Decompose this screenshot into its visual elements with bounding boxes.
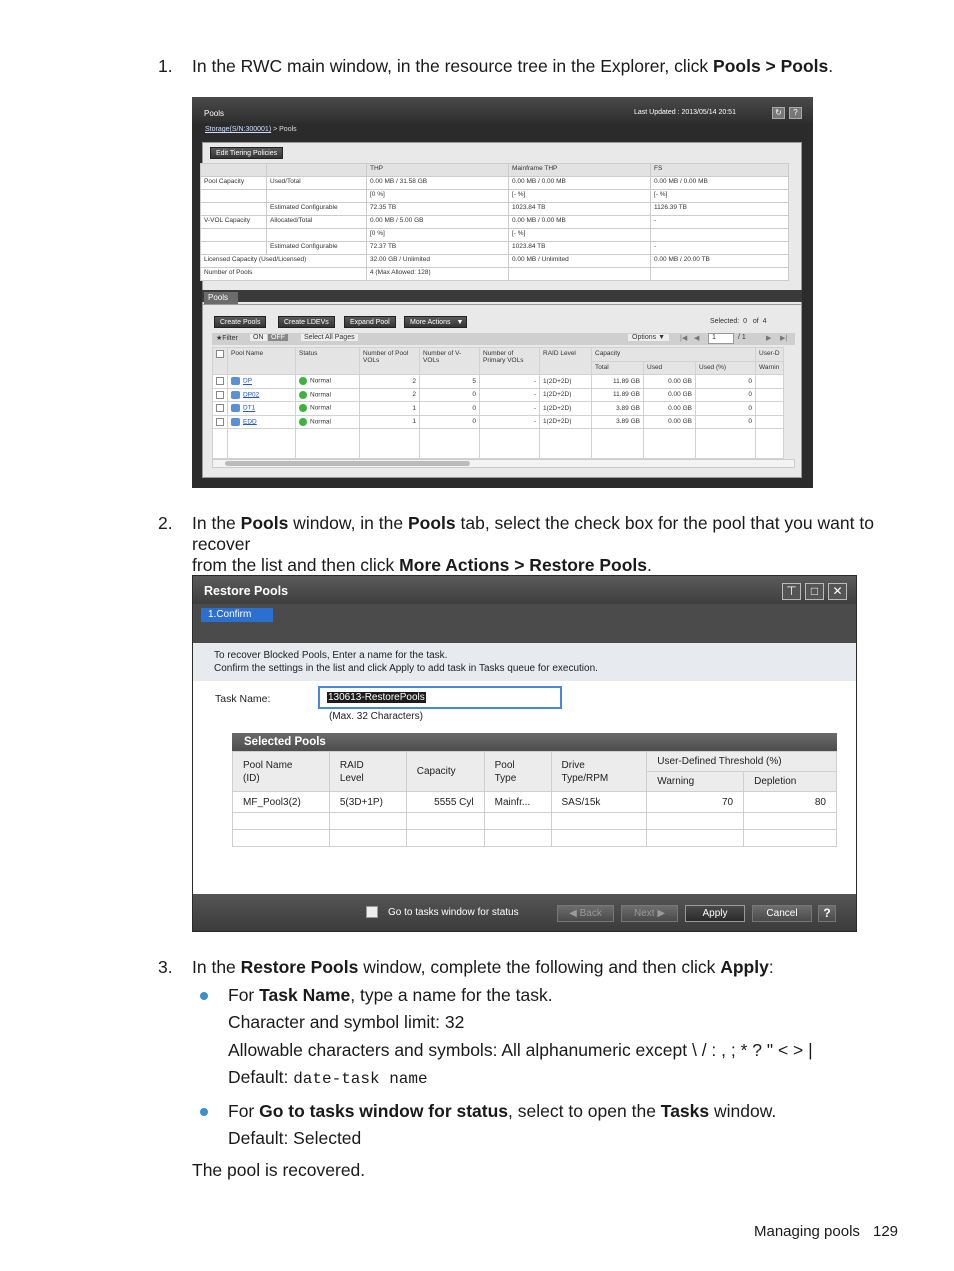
step-number: 1. <box>158 56 173 76</box>
tab-bar <box>202 290 802 302</box>
table-row[interactable]: DT1 Normal 1 0 - 1(2D+2D) 3.89 GB 0.00 GB 0 <box>213 402 784 416</box>
step-bold: Pools > Pools <box>713 56 829 76</box>
prev-page-icon[interactable]: ◀ <box>694 335 700 342</box>
help-icon[interactable]: ? <box>789 107 802 119</box>
default-value: date-task name <box>293 1070 428 1088</box>
breadcrumb <box>205 126 297 133</box>
row-checkbox[interactable] <box>216 418 224 426</box>
breadcrumb-link[interactable]: Storage(S/N:300001) <box>205 126 272 133</box>
column-header[interactable]: Drive Type/RPM <box>551 752 647 792</box>
column-header[interactable]: User-D <box>756 348 784 362</box>
column-header[interactable]: Pool Name (ID) <box>233 752 330 792</box>
summary-header: Mainframe THP <box>509 164 651 177</box>
go-to-tasks-checkbox[interactable] <box>366 906 378 918</box>
pool-icon <box>231 391 240 399</box>
summary-row: Estimated Configurable 72.37 TB 1023.84 TB - <box>201 242 789 255</box>
instructions <box>193 643 857 681</box>
status-normal-icon <box>299 404 307 412</box>
column-header[interactable]: Number of Pool VOLs <box>360 348 420 375</box>
step-text: . <box>828 56 834 76</box>
column-header[interactable]: Total <box>592 361 644 375</box>
status-normal-icon <box>299 418 307 426</box>
column-header[interactable]: Number of Primary VOLs <box>480 348 540 375</box>
bullet-task-name: For Task Name, type a name for the task. <box>228 985 553 1005</box>
pool-name-link[interactable]: DP <box>243 377 253 385</box>
chevron-right-icon: ▶ <box>657 908 666 919</box>
status-normal-icon <box>299 377 307 385</box>
refresh-icon[interactable]: ↻ <box>772 107 785 119</box>
go-to-tasks-label: Go to tasks window for status <box>388 907 519 918</box>
pools-titlebar <box>192 97 813 123</box>
table-row[interactable]: DP Normal 2 5 - 1(2D+2D) 11.89 GB 0.00 GB 0 <box>213 375 784 389</box>
chevron-down-icon: ▼ <box>456 319 464 326</box>
status-normal-icon <box>299 391 307 399</box>
column-header[interactable]: Pool Type <box>484 752 551 792</box>
create-ldevs-button[interactable]: Create LDEVs <box>278 316 335 328</box>
select-all-pages-button[interactable]: Select All Pages <box>301 334 358 341</box>
bullet-icon <box>200 992 208 1000</box>
instruction-line: Confirm the settings in the list and click Apply to add task in Tasks queue for execution. <box>214 663 598 674</box>
summary-row: Estimated Configurable 72.35 TB 1023.84 TB 1126.39 TB <box>201 203 789 216</box>
step-bold: Pools <box>240 513 289 533</box>
bullet-go-to-tasks: For Go to tasks window for status, select to open the Tasks window. <box>228 1101 777 1121</box>
row-checkbox[interactable] <box>216 377 224 385</box>
column-header[interactable]: Number of V-VOLs <box>420 348 480 375</box>
page-number: 129 <box>873 1223 899 1240</box>
next-button[interactable]: Next ▶ <box>621 905 678 922</box>
chevron-down-icon: ▼ <box>658 334 666 341</box>
max-characters-hint: (Max. 32 Characters) <box>329 711 423 722</box>
pool-icon <box>231 418 240 426</box>
column-header[interactable]: Pool Name <box>228 348 296 375</box>
last-updated: Last Updated : 2013/05/14 20:51 <box>634 109 736 116</box>
pools-table <box>212 347 784 459</box>
column-header[interactable]: Capacity <box>592 348 756 362</box>
table-row[interactable]: EDD Normal 1 0 - 1(2D+2D) 3.89 GB 0.00 GB 0 <box>213 415 784 429</box>
pools-window-title: Pools <box>204 109 225 118</box>
step-text: In the <box>192 957 241 977</box>
summary-row: Licensed Capacity (Used/Licensed) 32.00 GB / Unlimited 0.00 MB / Unlimited 0.00 MB / 20.00 TB <box>201 255 789 268</box>
task-name-value: 130613-RestorePools <box>328 692 425 703</box>
selected-pools-table <box>232 751 837 847</box>
table-row[interactable]: MF_Pool3(2) 5(3D+1P) 5555 Cyl Mainfr... SAS/15k 70 80 <box>233 792 837 813</box>
column-header[interactable]: RAID Level <box>329 752 406 792</box>
restore-pools-window-screenshot <box>192 575 857 932</box>
chevron-left-icon: ◀ <box>569 908 577 919</box>
filter-button[interactable]: ★Filter <box>216 335 238 342</box>
cancel-button[interactable]: Cancel <box>752 905 812 922</box>
task-name-input[interactable] <box>318 686 562 709</box>
instruction-line: To recover Blocked Pools, Enter a name for the task. <box>214 650 448 661</box>
wizard-step-confirm: 1.Confirm <box>201 608 273 622</box>
pool-icon <box>231 404 240 412</box>
summary-row: [0 %] [- %] <box>201 229 789 242</box>
pool-name-link[interactable]: DP02 <box>243 391 260 399</box>
close-icon[interactable]: ✕ <box>828 583 847 600</box>
summary-header: THP <box>367 164 509 177</box>
column-header[interactable]: RAID Level <box>540 348 592 375</box>
help-icon[interactable]: ? <box>818 905 836 922</box>
back-button[interactable]: ◀ Back <box>557 905 614 922</box>
breadcrumb-text: > Pools <box>271 126 297 133</box>
bullet-icon <box>200 1108 208 1116</box>
row-checkbox[interactable] <box>216 404 224 412</box>
step-number: 2. <box>158 513 173 533</box>
default-text: Default: Selected <box>228 1128 362 1148</box>
table-row[interactable]: DP02 Normal 2 0 - 1(2D+2D) 11.89 GB 0.00 GB 0 <box>213 388 784 402</box>
summary-header: FS <box>651 164 789 177</box>
column-header[interactable]: Warnin <box>756 361 784 375</box>
step-number: 3. <box>158 957 173 977</box>
last-page-icon[interactable]: ▶| <box>780 335 788 342</box>
allowed-chars-text: Allowable characters and symbols: All alphanumeric except \ / : , ; * ? " < > | <box>228 1040 813 1060</box>
summary-row: Number of Pools 4 (Max Allowed: 128) <box>201 268 789 281</box>
pool-name-link[interactable]: EDD <box>243 418 257 426</box>
summary-row: [0 %] [- %] [- %] <box>201 190 789 203</box>
step-text: In the RWC main window, in the resource tree in the Explorer, click <box>192 56 714 76</box>
column-header[interactable]: User-Defined Threshold (%) <box>647 752 837 772</box>
filter-off-toggle[interactable]: OFF <box>268 334 288 341</box>
row-checkbox[interactable] <box>216 391 224 399</box>
column-header[interactable]: Used <box>644 361 696 375</box>
column-header[interactable]: Status <box>296 348 360 375</box>
pools-window-screenshot <box>192 97 813 488</box>
maximize-icon[interactable]: □ <box>805 583 824 600</box>
filter-on-toggle[interactable]: ON <box>250 334 267 341</box>
footer-section: Managing pools <box>754 1223 860 1240</box>
default-text: Default: date-task name <box>228 1067 428 1088</box>
restore-titlebar <box>193 576 857 604</box>
pool-name-link[interactable]: DT1 <box>243 404 256 412</box>
select-all-checkbox[interactable] <box>216 350 224 358</box>
step-text: In the <box>192 513 241 533</box>
horizontal-scrollbar[interactable] <box>212 459 795 468</box>
result-text: The pool is recovered. <box>192 1160 366 1180</box>
column-header[interactable]: Used (%) <box>696 361 756 375</box>
page-input[interactable]: 1 <box>708 333 734 344</box>
column-header[interactable]: Warning <box>647 772 744 792</box>
selected-pools-heading: Selected Pools <box>232 733 837 751</box>
scrollbar-thumb[interactable] <box>225 461 470 466</box>
tab-pools[interactable]: Pools <box>204 292 238 304</box>
edit-tiering-policies-button[interactable]: Edit Tiering Policies <box>210 147 283 159</box>
expand-pool-button[interactable]: Expand Pool <box>344 316 396 328</box>
column-header[interactable]: Depletion <box>744 772 837 792</box>
filter-icon: ★ <box>216 335 223 342</box>
limit-text: Character and symbol limit: 32 <box>228 1012 465 1032</box>
restore-body <box>193 681 857 894</box>
task-name-label: Task Name: <box>215 693 271 705</box>
summary-table <box>200 163 789 281</box>
summary-row: Pool Capacity Used/Total 0.00 MB / 31.58 GB 0.00 MB / 0.00 MB 0.00 MB / 0.00 MB <box>201 177 789 190</box>
column-header[interactable]: Capacity <box>406 752 484 792</box>
create-pools-button[interactable]: Create Pools <box>214 316 266 328</box>
apply-button[interactable]: Apply <box>685 905 745 922</box>
pool-icon <box>231 377 240 385</box>
first-page-icon[interactable]: |◀ <box>680 335 688 342</box>
footer-bar <box>193 894 857 932</box>
selected-count: Selected: 0 of 4 <box>710 318 767 325</box>
pin-icon[interactable]: ⊤ <box>782 583 801 600</box>
summary-row: V-VOL Capacity Allocated/Total 0.00 MB / 5.00 GB 0.00 MB / 0.00 MB - <box>201 216 789 229</box>
more-actions-label: More Actions <box>410 319 451 326</box>
page-total: / 1 <box>738 334 746 341</box>
restore-window-title: Restore Pools <box>204 584 289 598</box>
options-button[interactable]: Options ▼ <box>628 334 669 341</box>
more-actions-button[interactable] <box>404 316 467 328</box>
next-page-icon[interactable]: ▶ <box>766 335 772 342</box>
